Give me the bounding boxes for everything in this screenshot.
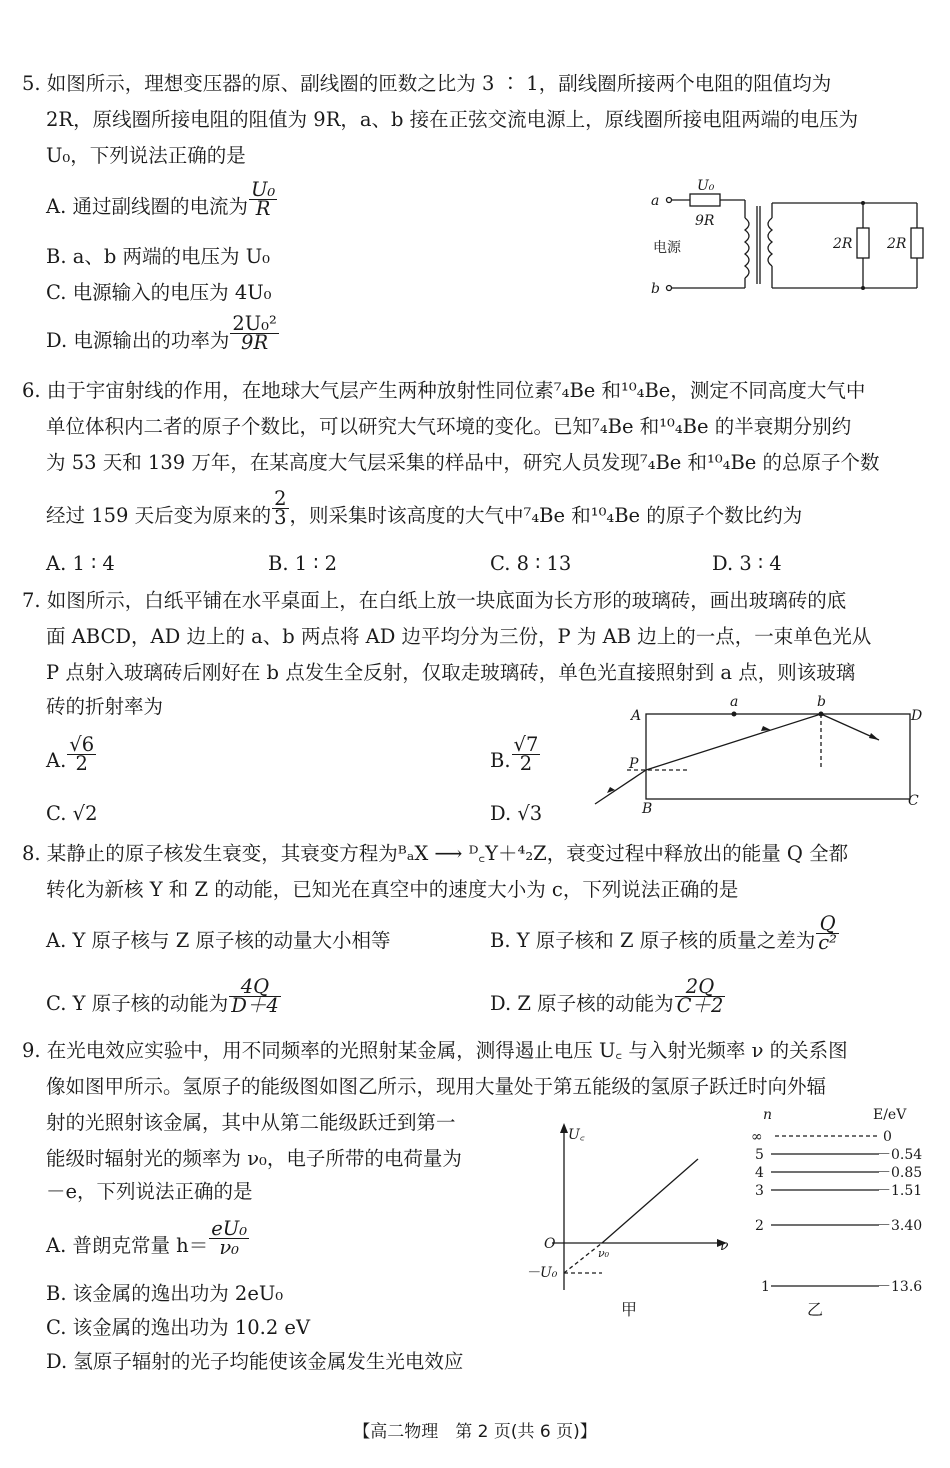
q5-line2: 2R，原线圈所接电阻的阻值为 9R，a、b 接在正弦交流电源上，原线圈所接电阻两端的电压为 bbox=[46, 108, 859, 131]
q5-option-d: D. 电源输出的功率为 $\frac{\text{2U₀²}}{9R}$ bbox=[46, 312, 277, 354]
q8-option-b: B. Y 原子核和 Z 原子核的质量之差为 $\frac{Q}{\text{c²}}$ bbox=[490, 912, 837, 954]
q9-option-c: C. 该金属的逸出功为 10.2 eV bbox=[46, 1316, 311, 1339]
q8-line2: 转化为新核 Y 和 Z 的动能，已知光在真空中的速度大小为 c，下列说法正确的是 bbox=[46, 878, 739, 901]
q5-line3: U₀，下列说法正确的是 bbox=[46, 144, 246, 167]
q9-level-2-e: －3.40 bbox=[877, 1218, 923, 1234]
q9-line5: －e，下列说法正确的是 bbox=[46, 1180, 253, 1203]
q9-levels-e-header: E/eV bbox=[873, 1107, 907, 1123]
q7-fig-label-d-corner: D bbox=[911, 708, 923, 724]
q7-line2: 面 ABCD，AD 边上的 a、b 两点将 AD 边平均分为三份，P 为 AB 边上的一点，一束单色光从 bbox=[46, 625, 872, 648]
q9-option-b: B. 该金属的逸出功为 2eU₀ bbox=[46, 1282, 284, 1305]
q6-line1: 6. 由于宇宙射线的作用，在地球大气层产生两种放射性同位素⁷₄Be 和¹⁰₄Be，测定不同高度大气中 bbox=[22, 379, 866, 402]
q9-graph-caption: 甲 bbox=[621, 1300, 638, 1319]
q9-level-5-e: －0.54 bbox=[877, 1147, 923, 1163]
q9-graph-yaxis-label: U꜀ bbox=[568, 1127, 585, 1143]
q6-line4: 经过 159 天后变为原来的 $\frac{2}{3}$ ，则采集时该高度的大气中⁷₄Be 和¹⁰₄Be 的原子个数比约为 bbox=[46, 487, 803, 529]
q9-line2: 像如图甲所示。氢原子的能级图如图乙所示，现用大量处于第五能级的氢原子跃迁时向外辐 bbox=[46, 1075, 827, 1098]
q9-option-d: D. 氢原子辐射的光子均能使该金属发生光电效应 bbox=[46, 1350, 464, 1373]
q9-levels-n-header: n bbox=[763, 1107, 773, 1123]
q6-option-a: A. 1 ∶ 4 bbox=[46, 552, 115, 575]
q9-level-3-n: 3 bbox=[755, 1183, 764, 1199]
q9-energy-level-diagram bbox=[745, 1100, 930, 1325]
q5-fig-label-2r-left: 2R bbox=[833, 236, 853, 252]
q7-option-a: A. $\frac{√6}{2}$ bbox=[46, 733, 95, 775]
q7-fig-label-p: P bbox=[629, 756, 639, 772]
q9-graph-nu0: ν₀ bbox=[598, 1247, 610, 1260]
q5-fig-label-2r-right: 2R bbox=[887, 236, 907, 252]
q9-level-2-n: 2 bbox=[755, 1218, 764, 1234]
q9-level-3-e: －1.51 bbox=[877, 1183, 923, 1199]
q7-line4: 砖的折射率为 bbox=[46, 695, 164, 718]
q6-line2: 单位体积内二者的原子个数比，可以研究大气环境的变化。已知⁷₄Be 和¹⁰₄Be 的半衰期分别约 bbox=[46, 415, 852, 438]
q7-fig-label-a-corner: A bbox=[631, 708, 642, 724]
q6-option-b: B. 1 ∶ 2 bbox=[268, 552, 338, 575]
q5-option-a: A. 通过副线圈的电流为 $\frac{\text{U₀}}{R}$ bbox=[46, 178, 276, 220]
q6-option-c: C. 8 ∶ 13 bbox=[490, 552, 572, 575]
q5-fig-label-source: 电源 bbox=[653, 240, 681, 256]
q7-fig-label-c-corner: C bbox=[908, 793, 919, 809]
q9-level-1-n: 1 bbox=[761, 1279, 770, 1295]
q7-fig-label-point-b: b bbox=[817, 694, 826, 710]
q7-option-c: C. √2 bbox=[46, 802, 98, 825]
q9-stopping-voltage-graph bbox=[522, 1115, 742, 1325]
q9-line1: 9. 在光电效应实验中，用不同频率的光照射某金属，测得遏止电压 U꜀ 与入射光频率 ν 的关系图 bbox=[22, 1039, 848, 1062]
q6-option-d: D. 3 ∶ 4 bbox=[712, 552, 782, 575]
q5-line1: 5. 如图所示，理想变压器的原、副线圈的匝数之比为 3 ∶ 1，副线圈所接两个电阻的阻值均为 bbox=[22, 72, 832, 95]
q7-option-d: D. √3 bbox=[490, 802, 543, 825]
q9-option-a: A. 普朗克常量 h＝ $\frac{\text{eU₀}}{\text{ν₀}}$ bbox=[46, 1217, 248, 1259]
q9-line4: 能级时辐射光的频率为 ν₀，电子所带的电荷量为 bbox=[46, 1147, 462, 1170]
q9-level-4-n: 4 bbox=[755, 1165, 764, 1181]
q7-line1: 7. 如图所示，白纸平铺在水平桌面上，在白纸上放一块底面为长方形的玻璃砖，画出玻璃砖的底 bbox=[22, 589, 847, 612]
q7-fig-label-point-a: a bbox=[730, 694, 739, 710]
q9-graph-neg-u0: －U₀ bbox=[526, 1265, 558, 1281]
q5-fig-label-u0: U₀ bbox=[697, 178, 715, 194]
q5-option-c: C. 电源输入的电压为 4U₀ bbox=[46, 281, 272, 304]
q7-fig-label-b-corner: B bbox=[642, 801, 653, 817]
q5-fig-label-9r: 9R bbox=[695, 213, 715, 229]
q7-glass-block-diagram bbox=[585, 690, 930, 820]
q9-level-5-n: 5 bbox=[755, 1147, 764, 1163]
q8-line1: 8. 某静止的原子核发生衰变，其衰变方程为ᴮₐX ⟶ ᴰ꜀Y＋⁴₂Z，衰变过程中释放出的能量 Q 全都 bbox=[22, 842, 849, 865]
q9-levels-caption: 乙 bbox=[807, 1300, 824, 1319]
page-footer: 【高二物理 第 2 页(共 6 页)】 bbox=[353, 1422, 597, 1442]
q5-transformer-diagram bbox=[645, 170, 930, 305]
q8-option-d: D. Z 原子核的动能为 $\frac{2Q}{C+2}$ bbox=[490, 975, 724, 1017]
q7-line3: P 点射入玻璃砖后刚好在 b 点发生全反射，仅取走玻璃砖，单色光直接照射到 a 点，则该玻璃 bbox=[46, 661, 856, 684]
q6-line3: 为 53 天和 139 万年，在某高度大气层采集的样品中，研究人员发现⁷₄Be 和¹⁰₄Be 的总原子个数 bbox=[46, 451, 880, 474]
q9-line3: 射的光照射该金属，其中从第二能级跃迁到第一 bbox=[46, 1111, 456, 1134]
q9-level-inf-e: 0 bbox=[883, 1129, 892, 1145]
q8-option-c: C. Y 原子核的动能为 $\frac{4Q}{D+4}$ bbox=[46, 975, 279, 1017]
q9-level-inf-n: ∞ bbox=[751, 1129, 763, 1145]
q9-graph-origin: O bbox=[544, 1236, 556, 1252]
q9-graph-xaxis-label: ν bbox=[720, 1238, 729, 1254]
q9-level-1-e: －13.6 bbox=[877, 1279, 923, 1295]
q5-option-b: B. a、b 两端的电压为 U₀ bbox=[46, 245, 270, 268]
q8-option-a: A. Y 原子核与 Z 原子核的动量大小相等 bbox=[46, 929, 391, 952]
q9-level-4-e: －0.85 bbox=[877, 1165, 923, 1181]
q7-option-b: B. $\frac{√7}{2}$ bbox=[490, 733, 539, 775]
q5-fig-label-a: a bbox=[651, 193, 660, 209]
q5-fig-label-b: b bbox=[651, 281, 660, 297]
